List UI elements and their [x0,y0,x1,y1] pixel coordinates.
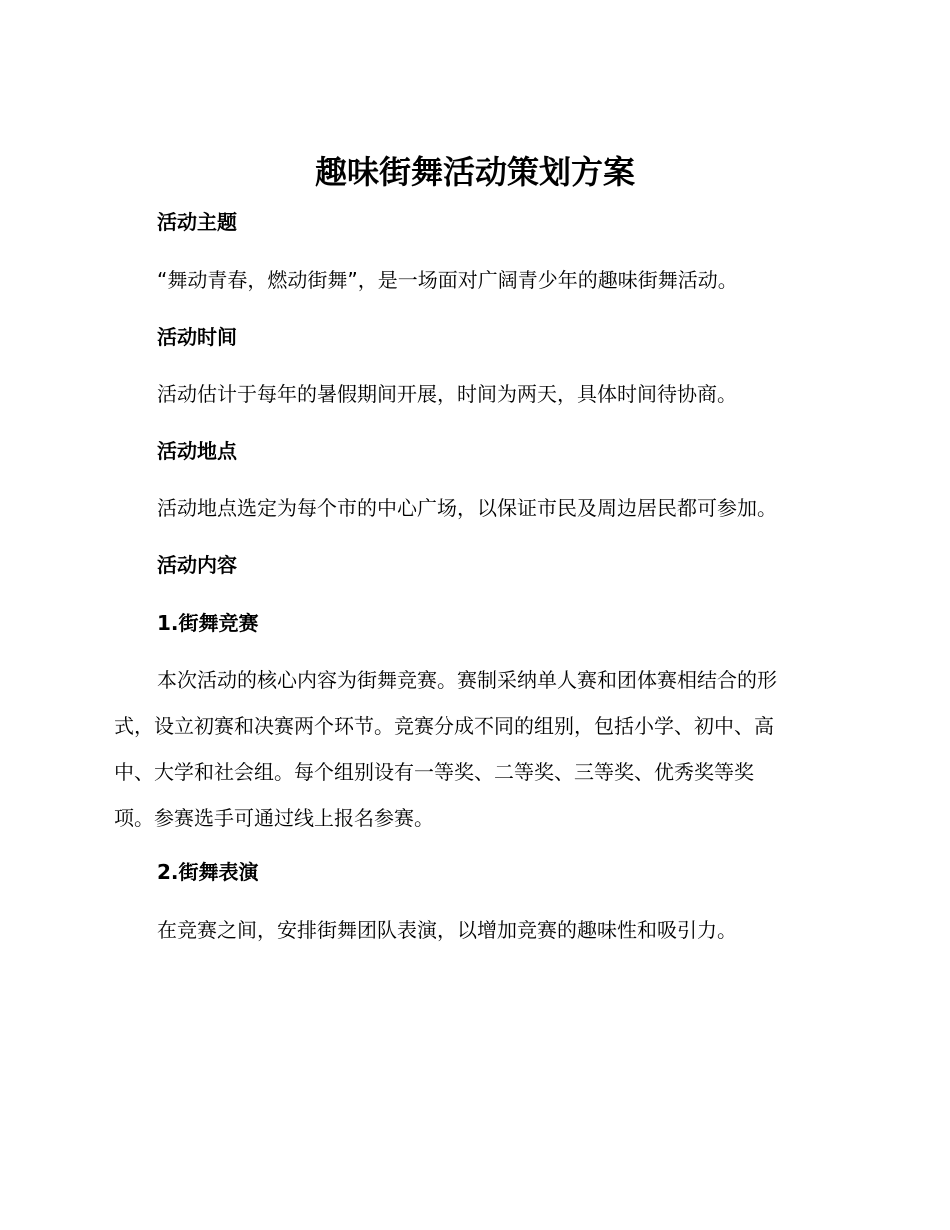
section-body-location: 活动地点选定为每个市的中心广场，以保证市民及周边居民都可参加。 [157,496,777,520]
section-body-theme: “舞动青春，燃动街舞”，是一场面对广阔青少年的趣味街舞活动。 [157,268,738,292]
subsection-body-competition [114,665,834,849]
section-heading-location: 活动地点 [157,439,237,463]
document-title: 趣味街舞活动策划方案 [314,153,635,191]
subsection-heading-performance: 2.街舞表演 [157,860,259,884]
section-heading-theme: 活动主题 [157,210,237,234]
section-heading-time: 活动时间 [157,325,237,349]
section-heading-content: 活动内容 [157,553,237,577]
paragraph-line: 本次活动的核心内容为街舞竞赛。赛制采纳单人赛和团体赛相结合的形 [157,668,777,692]
paragraph-line: 式，设立初赛和决赛两个环节。竞赛分成不同的组别，包括小学、初中、高 [114,714,774,738]
subsection-body-performance: 在竞赛之间，安排街舞团队表演，以增加竞赛的趣味性和吸引力。 [157,918,737,942]
subsection-heading-competition: 1.街舞竞赛 [157,611,259,635]
paragraph-line: 中、大学和社会组。每个组别设有一等奖、二等奖、三等奖、优秀奖等奖 [114,760,754,784]
section-body-time: 活动估计于每年的暑假期间开展，时间为两天，具体时间待协商。 [157,382,737,406]
paragraph-line: 项。参赛选手可通过线上报名参赛。 [114,806,434,830]
